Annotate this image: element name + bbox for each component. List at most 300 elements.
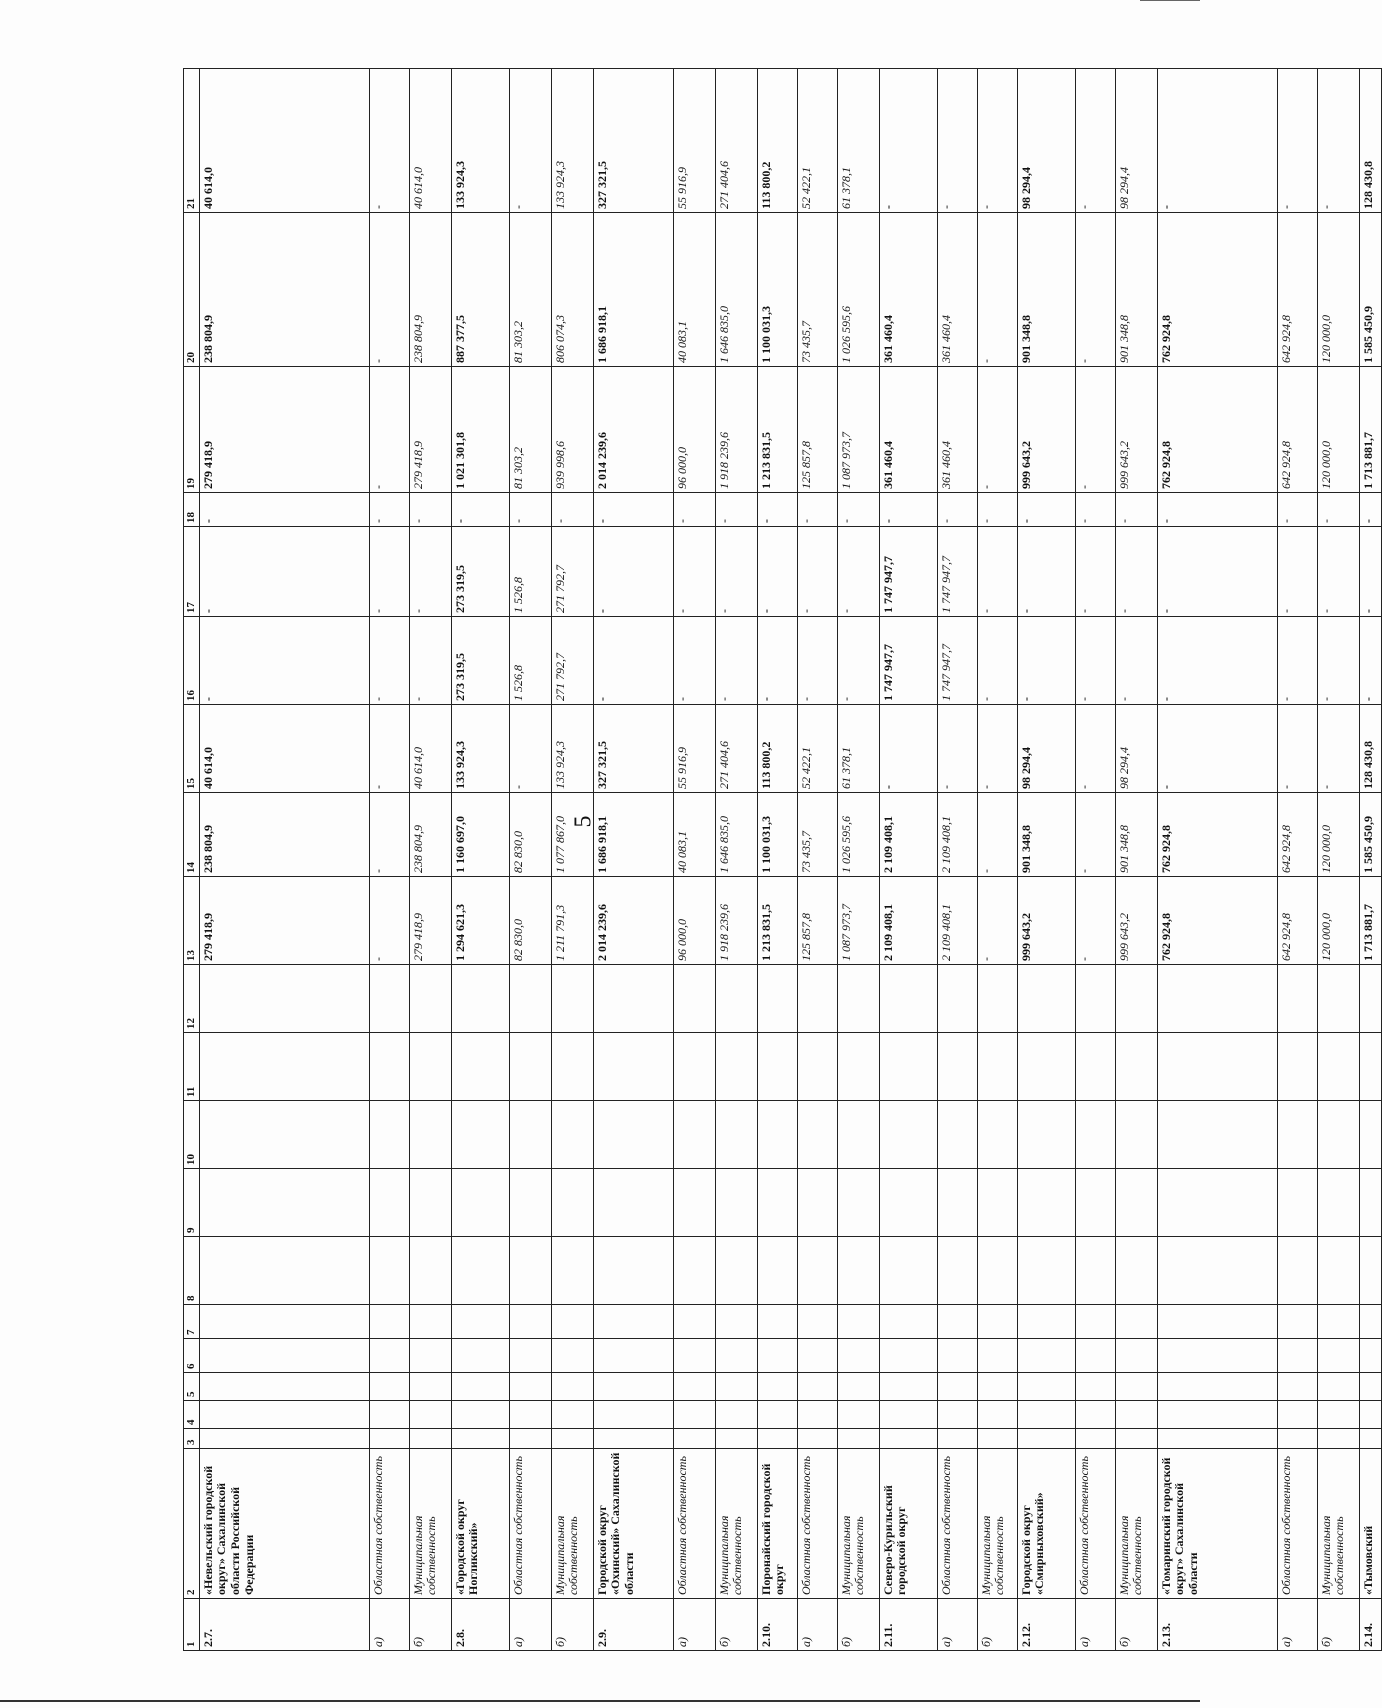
value-cell-col-14: 1 026 595,6 <box>837 793 879 877</box>
value-cell-col-19: 361 460,4 <box>937 367 977 493</box>
empty-cell-col-6 <box>409 1339 451 1373</box>
value-cell-col-21: - <box>1317 69 1359 213</box>
empty-cell-col-7 <box>797 1305 837 1339</box>
value-cell-col-14: 1 585 450,9 <box>1359 793 1381 877</box>
row-index: 2.8. <box>451 1599 509 1651</box>
value-cell-col-21: 327 321,5 <box>593 69 673 213</box>
value-cell-col-18: - <box>451 493 509 527</box>
value-cell-col-21: - <box>509 69 551 213</box>
empty-cell-col-8 <box>797 1237 837 1305</box>
column-header-3: 3 <box>184 1429 200 1449</box>
value-cell-col-15: - <box>879 705 937 793</box>
value-cell-col-18: - <box>369 493 409 527</box>
empty-cell-col-11 <box>1359 1033 1381 1101</box>
empty-cell-col-11 <box>757 1033 797 1101</box>
empty-cell-col-9 <box>977 1169 1017 1237</box>
empty-cell-col-10 <box>837 1101 879 1169</box>
empty-cell-col-10 <box>1359 1101 1381 1169</box>
table-row <box>451 69 509 1651</box>
empty-cell-col-8 <box>1317 1237 1359 1305</box>
column-header-16: 16 <box>184 617 200 705</box>
row-label: Городской округ «Смирныховский» <box>1017 1449 1075 1599</box>
empty-cell-col-11 <box>1317 1033 1359 1101</box>
value-cell-col-18: - <box>1277 493 1317 527</box>
value-cell-col-17: - <box>1317 527 1359 617</box>
scan-bottom-line <box>0 1700 1200 1702</box>
empty-cell-col-7 <box>1017 1305 1075 1339</box>
value-cell-col-20: - <box>977 213 1017 367</box>
table-container <box>183 69 1375 1651</box>
empty-cell-col-12 <box>1359 965 1381 1033</box>
empty-cell-col-4 <box>1157 1401 1277 1429</box>
value-cell-col-21: 61 378,1 <box>837 69 879 213</box>
empty-cell-col-3 <box>977 1429 1017 1449</box>
empty-cell-col-7 <box>509 1305 551 1339</box>
empty-cell-col-11 <box>977 1033 1017 1101</box>
value-cell-col-14: 901 348,8 <box>1115 793 1157 877</box>
empty-cell-col-3 <box>937 1429 977 1449</box>
table-body <box>199 69 1381 1651</box>
table-row <box>509 69 551 1651</box>
empty-cell-col-11 <box>837 1033 879 1101</box>
value-cell-col-16: - <box>1277 617 1317 705</box>
empty-cell-col-9 <box>837 1169 879 1237</box>
empty-cell-col-7 <box>593 1305 673 1339</box>
empty-cell-col-7 <box>1317 1305 1359 1339</box>
empty-cell-col-6 <box>509 1339 551 1373</box>
value-cell-col-14: 2 109 408,1 <box>879 793 937 877</box>
empty-cell-col-5 <box>451 1373 509 1401</box>
empty-cell-col-4 <box>369 1401 409 1429</box>
table-row <box>1359 69 1381 1651</box>
value-cell-col-17: - <box>369 527 409 617</box>
empty-cell-col-12 <box>1017 965 1075 1033</box>
empty-cell-col-3 <box>757 1429 797 1449</box>
empty-cell-col-4 <box>593 1401 673 1429</box>
value-cell-col-14: - <box>369 793 409 877</box>
row-label: Северо-Курильский городской округ <box>879 1449 937 1599</box>
value-cell-col-16: - <box>1157 617 1277 705</box>
value-cell-col-17: 1 526,8 <box>509 527 551 617</box>
empty-cell-col-7 <box>977 1305 1017 1339</box>
empty-cell-col-4 <box>1017 1401 1075 1429</box>
empty-cell-col-4 <box>797 1401 837 1429</box>
value-cell-col-17: - <box>797 527 837 617</box>
empty-cell-col-7 <box>757 1305 797 1339</box>
value-cell-col-15: 113 800,2 <box>757 705 797 793</box>
value-cell-col-19: 999 643,2 <box>1017 367 1075 493</box>
value-cell-col-14: - <box>1075 793 1115 877</box>
row-index: а) <box>673 1599 715 1651</box>
value-cell-col-18: - <box>1017 493 1075 527</box>
empty-cell-col-9 <box>1277 1169 1317 1237</box>
empty-cell-col-12 <box>757 965 797 1033</box>
value-cell-col-18: - <box>593 493 673 527</box>
empty-cell-col-11 <box>1017 1033 1075 1101</box>
value-cell-col-18: - <box>1359 493 1381 527</box>
empty-cell-col-9 <box>199 1169 369 1237</box>
empty-cell-col-5 <box>1157 1373 1277 1401</box>
value-cell-col-14: 901 348,8 <box>1017 793 1075 877</box>
value-cell-col-14: 1 160 697,0 <box>451 793 509 877</box>
empty-cell-col-3 <box>199 1429 369 1449</box>
empty-cell-col-9 <box>797 1169 837 1237</box>
row-index: б) <box>551 1599 593 1651</box>
row-label: Муниципальная собственность <box>1115 1449 1157 1599</box>
table-row <box>1017 69 1075 1651</box>
empty-cell-col-12 <box>369 965 409 1033</box>
value-cell-col-14: 642 924,8 <box>1277 793 1317 877</box>
row-label: «Томаринский городской округ» Сахалинской области <box>1157 1449 1277 1599</box>
empty-cell-col-5 <box>797 1373 837 1401</box>
value-cell-col-18: - <box>837 493 879 527</box>
empty-cell-col-10 <box>409 1101 451 1169</box>
empty-cell-col-8 <box>837 1237 879 1305</box>
value-cell-col-20: 762 924,8 <box>1157 213 1277 367</box>
row-label: «Городской округ Ногликский» <box>451 1449 509 1599</box>
table-row <box>369 69 409 1651</box>
empty-cell-col-10 <box>977 1101 1017 1169</box>
empty-cell-col-3 <box>797 1429 837 1449</box>
row-index: а) <box>1075 1599 1115 1651</box>
empty-cell-col-7 <box>1115 1305 1157 1339</box>
empty-cell-col-5 <box>1277 1373 1317 1401</box>
table-row <box>977 69 1017 1651</box>
empty-cell-col-6 <box>797 1339 837 1373</box>
value-cell-col-16: - <box>977 617 1017 705</box>
row-index: 2.7. <box>199 1599 369 1651</box>
empty-cell-col-6 <box>1157 1339 1277 1373</box>
empty-cell-col-6 <box>837 1339 879 1373</box>
value-cell-col-21: 40 614,0 <box>199 69 369 213</box>
row-label: Городской округ «Охинский» Сахалинской области <box>593 1449 673 1599</box>
empty-cell-col-5 <box>757 1373 797 1401</box>
value-cell-col-15: - <box>1157 705 1277 793</box>
empty-cell-col-8 <box>199 1237 369 1305</box>
value-cell-col-17: 1 747 947,7 <box>879 527 937 617</box>
value-cell-col-14: 1 077 867,0 <box>551 793 593 877</box>
value-cell-col-19: 2 014 239,6 <box>593 367 673 493</box>
empty-cell-col-8 <box>451 1237 509 1305</box>
empty-cell-col-7 <box>451 1305 509 1339</box>
empty-cell-col-12 <box>509 965 551 1033</box>
empty-cell-col-5 <box>1075 1373 1115 1401</box>
value-cell-col-16: - <box>715 617 757 705</box>
value-cell-col-15: 133 924,3 <box>451 705 509 793</box>
value-cell-col-13: 2 109 408,1 <box>879 877 937 965</box>
empty-cell-col-5 <box>977 1373 1017 1401</box>
empty-cell-col-11 <box>509 1033 551 1101</box>
empty-cell-col-4 <box>451 1401 509 1429</box>
value-cell-col-19: 939 998,6 <box>551 367 593 493</box>
value-cell-col-16: - <box>199 617 369 705</box>
value-cell-col-18: - <box>1157 493 1277 527</box>
empty-cell-col-8 <box>369 1237 409 1305</box>
empty-cell-col-10 <box>1017 1101 1075 1169</box>
empty-cell-col-3 <box>837 1429 879 1449</box>
row-label: Муниципальная собственность <box>977 1449 1017 1599</box>
value-cell-col-18: - <box>937 493 977 527</box>
column-header-1: 1 <box>184 1599 200 1651</box>
empty-cell-col-8 <box>1277 1237 1317 1305</box>
value-cell-col-18: - <box>1317 493 1359 527</box>
value-cell-col-15: - <box>1317 705 1359 793</box>
value-cell-col-13: 1 087 973,7 <box>837 877 879 965</box>
value-cell-col-17: - <box>409 527 451 617</box>
empty-cell-col-9 <box>937 1169 977 1237</box>
row-label: Муниципальная собственность <box>551 1449 593 1599</box>
value-cell-col-18: - <box>409 493 451 527</box>
value-cell-col-20: 806 074,3 <box>551 213 593 367</box>
value-cell-col-14: - <box>977 793 1017 877</box>
empty-cell-col-8 <box>757 1237 797 1305</box>
rotated-table-wrapper <box>183 69 1375 1651</box>
value-cell-col-19: 1 713 881,7 <box>1359 367 1381 493</box>
row-index: а) <box>369 1599 409 1651</box>
empty-cell-col-10 <box>757 1101 797 1169</box>
value-cell-col-20: 1 646 835,0 <box>715 213 757 367</box>
empty-cell-col-10 <box>1157 1101 1277 1169</box>
empty-cell-col-12 <box>715 965 757 1033</box>
value-cell-col-16: - <box>593 617 673 705</box>
value-cell-col-21: 128 430,8 <box>1359 69 1381 213</box>
empty-cell-col-6 <box>757 1339 797 1373</box>
empty-cell-col-6 <box>551 1339 593 1373</box>
value-cell-col-21: 98 294,4 <box>1017 69 1075 213</box>
row-label: Областная собственность <box>673 1449 715 1599</box>
value-cell-col-15: - <box>937 705 977 793</box>
value-cell-col-20: 361 460,4 <box>879 213 937 367</box>
value-cell-col-21: - <box>1277 69 1317 213</box>
column-header-14: 14 <box>184 793 200 877</box>
value-cell-col-21: 55 916,9 <box>673 69 715 213</box>
empty-cell-col-3 <box>1359 1429 1381 1449</box>
empty-cell-col-3 <box>1075 1429 1115 1449</box>
value-cell-col-15: - <box>369 705 409 793</box>
row-index: а) <box>1277 1599 1317 1651</box>
table-row <box>551 69 593 1651</box>
empty-cell-col-11 <box>673 1033 715 1101</box>
value-cell-col-15: 133 924,3 <box>551 705 593 793</box>
value-cell-col-20: 1 100 031,3 <box>757 213 797 367</box>
value-cell-col-19: - <box>977 367 1017 493</box>
value-cell-col-16: - <box>369 617 409 705</box>
empty-cell-col-11 <box>1115 1033 1157 1101</box>
row-index: а) <box>509 1599 551 1651</box>
row-index: 2.11. <box>879 1599 937 1651</box>
column-header-8: 8 <box>184 1237 200 1305</box>
empty-cell-col-5 <box>1359 1373 1381 1401</box>
empty-cell-col-10 <box>551 1101 593 1169</box>
empty-cell-col-12 <box>977 965 1017 1033</box>
empty-cell-col-9 <box>715 1169 757 1237</box>
value-cell-col-17: - <box>1157 527 1277 617</box>
value-cell-col-13: 279 418,9 <box>199 877 369 965</box>
empty-cell-col-3 <box>451 1429 509 1449</box>
empty-cell-col-12 <box>837 965 879 1033</box>
value-cell-col-18: - <box>1075 493 1115 527</box>
value-cell-col-13: - <box>1075 877 1115 965</box>
empty-cell-col-4 <box>977 1401 1017 1429</box>
empty-cell-col-7 <box>837 1305 879 1339</box>
column-header-10: 10 <box>184 1101 200 1169</box>
table-row <box>937 69 977 1651</box>
value-cell-col-14: 238 804,9 <box>199 793 369 877</box>
value-cell-col-16: - <box>1115 617 1157 705</box>
empty-cell-col-11 <box>797 1033 837 1101</box>
value-cell-col-18: - <box>797 493 837 527</box>
table-row <box>409 69 451 1651</box>
value-cell-col-20: 361 460,4 <box>937 213 977 367</box>
table-row <box>837 69 879 1651</box>
empty-cell-col-8 <box>551 1237 593 1305</box>
column-header-6: 6 <box>184 1339 200 1373</box>
column-header-12: 12 <box>184 965 200 1033</box>
value-cell-col-17: - <box>757 527 797 617</box>
value-cell-col-13: 125 857,8 <box>797 877 837 965</box>
value-cell-col-15: 327 321,5 <box>593 705 673 793</box>
empty-cell-col-10 <box>199 1101 369 1169</box>
empty-cell-col-6 <box>977 1339 1017 1373</box>
value-cell-col-15: 40 614,0 <box>409 705 451 793</box>
empty-cell-col-12 <box>1317 965 1359 1033</box>
empty-cell-col-8 <box>409 1237 451 1305</box>
column-header-21: 21 <box>184 69 200 213</box>
column-header-2: 2 <box>184 1449 200 1599</box>
empty-cell-col-11 <box>879 1033 937 1101</box>
empty-cell-col-6 <box>451 1339 509 1373</box>
empty-cell-col-9 <box>879 1169 937 1237</box>
value-cell-col-13: 120 000,0 <box>1317 877 1359 965</box>
empty-cell-col-5 <box>409 1373 451 1401</box>
value-cell-col-20: - <box>1075 213 1115 367</box>
value-cell-col-20: 901 348,8 <box>1017 213 1075 367</box>
value-cell-col-19: 125 857,8 <box>797 367 837 493</box>
empty-cell-col-3 <box>369 1429 409 1449</box>
value-cell-col-20: 887 377,5 <box>451 213 509 367</box>
value-cell-col-21: - <box>879 69 937 213</box>
value-cell-col-21: 40 614,0 <box>409 69 451 213</box>
value-cell-col-13: 762 924,8 <box>1157 877 1277 965</box>
value-cell-col-17: - <box>199 527 369 617</box>
value-cell-col-15: 98 294,4 <box>1115 705 1157 793</box>
empty-cell-col-6 <box>715 1339 757 1373</box>
empty-cell-col-5 <box>593 1373 673 1401</box>
value-cell-col-20: 1 026 595,6 <box>837 213 879 367</box>
row-label: «Невельский городской округ» Сахалинской области Российской Федерации <box>199 1449 369 1599</box>
value-cell-col-18: - <box>673 493 715 527</box>
row-label: Областная собственность <box>509 1449 551 1599</box>
empty-cell-col-4 <box>673 1401 715 1429</box>
empty-cell-col-11 <box>715 1033 757 1101</box>
empty-cell-col-7 <box>369 1305 409 1339</box>
empty-cell-col-10 <box>673 1101 715 1169</box>
row-index: 2.12. <box>1017 1599 1075 1651</box>
table-row <box>797 69 837 1651</box>
value-cell-col-21: - <box>369 69 409 213</box>
empty-cell-col-5 <box>369 1373 409 1401</box>
empty-cell-col-5 <box>937 1373 977 1401</box>
empty-cell-col-11 <box>593 1033 673 1101</box>
value-cell-col-13: 1 213 831,5 <box>757 877 797 965</box>
row-label: Областная собственность <box>797 1449 837 1599</box>
empty-cell-col-5 <box>551 1373 593 1401</box>
empty-cell-col-3 <box>1277 1429 1317 1449</box>
empty-cell-col-3 <box>1115 1429 1157 1449</box>
empty-cell-col-11 <box>409 1033 451 1101</box>
value-cell-col-20: 642 924,8 <box>1277 213 1317 367</box>
value-cell-col-20: - <box>369 213 409 367</box>
value-cell-col-16: 1 747 947,7 <box>937 617 977 705</box>
value-cell-col-13: 1 294 621,3 <box>451 877 509 965</box>
empty-cell-col-4 <box>199 1401 369 1429</box>
value-cell-col-14: 1 646 835,0 <box>715 793 757 877</box>
empty-cell-col-4 <box>757 1401 797 1429</box>
empty-cell-col-11 <box>551 1033 593 1101</box>
empty-cell-col-3 <box>551 1429 593 1449</box>
value-cell-col-20: 120 000,0 <box>1317 213 1359 367</box>
empty-cell-col-8 <box>593 1237 673 1305</box>
value-cell-col-13: 82 830,0 <box>509 877 551 965</box>
column-header-20: 20 <box>184 213 200 367</box>
empty-cell-col-6 <box>1017 1339 1075 1373</box>
value-cell-col-15: 40 614,0 <box>199 705 369 793</box>
empty-cell-col-9 <box>593 1169 673 1237</box>
empty-cell-col-4 <box>509 1401 551 1429</box>
row-index: б) <box>837 1599 879 1651</box>
column-header-13: 13 <box>184 877 200 965</box>
empty-cell-col-6 <box>593 1339 673 1373</box>
value-cell-col-21: 98 294,4 <box>1115 69 1157 213</box>
row-label: Областная собственность <box>937 1449 977 1599</box>
row-index: 2.10. <box>757 1599 797 1651</box>
empty-cell-col-8 <box>977 1237 1017 1305</box>
empty-cell-col-3 <box>509 1429 551 1449</box>
row-label: Областная собственность <box>369 1449 409 1599</box>
empty-cell-col-12 <box>1277 965 1317 1033</box>
empty-cell-col-6 <box>1359 1339 1381 1373</box>
value-cell-col-13: 2 109 408,1 <box>937 877 977 965</box>
column-header-9: 9 <box>184 1169 200 1237</box>
empty-cell-col-7 <box>1157 1305 1277 1339</box>
value-cell-col-18: - <box>551 493 593 527</box>
empty-cell-col-8 <box>715 1237 757 1305</box>
column-header-5: 5 <box>184 1373 200 1401</box>
value-cell-col-14: 1 686 918,1 <box>593 793 673 877</box>
empty-cell-col-8 <box>1017 1237 1075 1305</box>
empty-cell-col-5 <box>1017 1373 1075 1401</box>
empty-cell-col-10 <box>715 1101 757 1169</box>
value-cell-col-20: 81 303,2 <box>509 213 551 367</box>
value-cell-col-17: - <box>593 527 673 617</box>
value-cell-col-20: 238 804,9 <box>409 213 451 367</box>
empty-cell-col-5 <box>879 1373 937 1401</box>
row-label: Муниципальная собственность <box>1317 1449 1359 1599</box>
empty-cell-col-11 <box>1157 1033 1277 1101</box>
empty-cell-col-10 <box>593 1101 673 1169</box>
empty-cell-col-11 <box>937 1033 977 1101</box>
value-cell-col-14: 120 000,0 <box>1317 793 1359 877</box>
empty-cell-col-3 <box>715 1429 757 1449</box>
value-cell-col-17: 273 319,5 <box>451 527 509 617</box>
empty-cell-col-9 <box>1017 1169 1075 1237</box>
value-cell-col-17: - <box>1115 527 1157 617</box>
empty-cell-col-9 <box>369 1169 409 1237</box>
value-cell-col-19: 1 021 301,8 <box>451 367 509 493</box>
empty-cell-col-12 <box>551 965 593 1033</box>
value-cell-col-15: 61 378,1 <box>837 705 879 793</box>
value-cell-col-13: 1 211 791,3 <box>551 877 593 965</box>
